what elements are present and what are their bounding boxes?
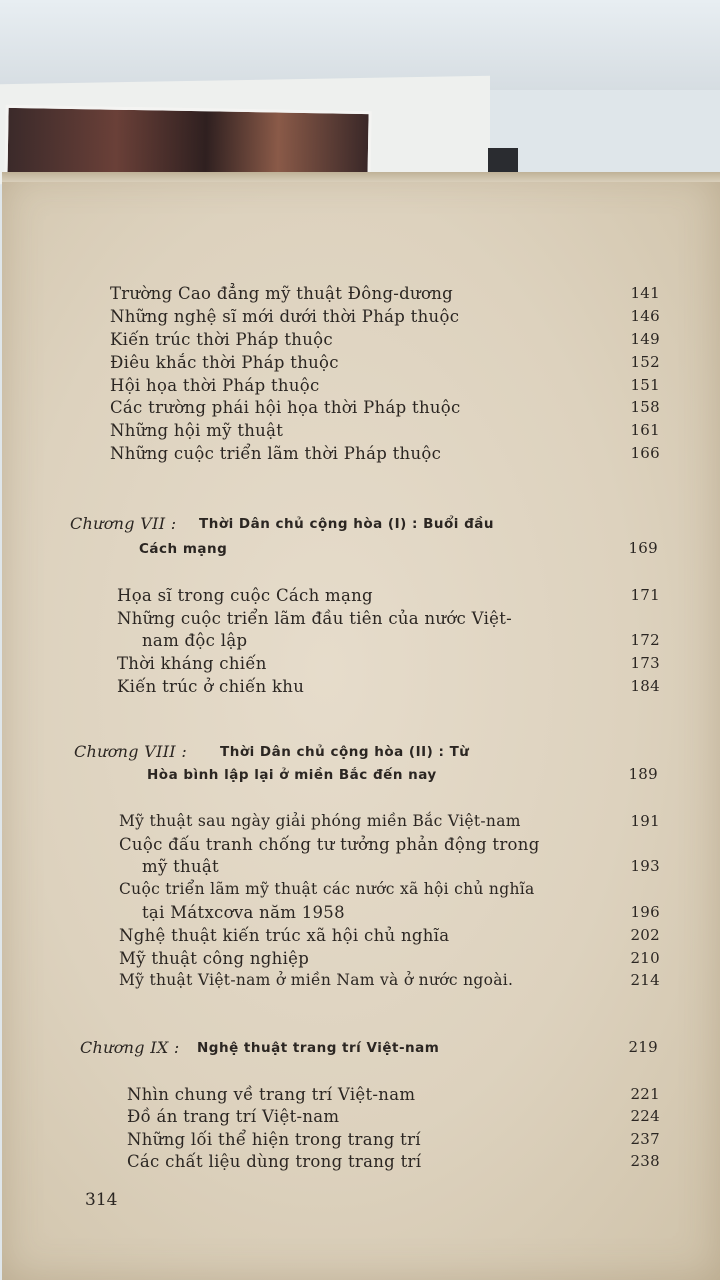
toc-entry-page: 166 [630,444,660,462]
toc-entry-page: 152 [630,353,660,371]
toc-entry-page: 238 [630,1152,660,1170]
toc-entry-title: Cuộc triển lãm mỹ thuật các nước xã hội chủ nghĩa [119,880,535,898]
toc-entry [2,609,720,633]
toc-entry-title: Điêu khắc thời Pháp thuộc [110,353,339,372]
book-page [2,172,720,1280]
chapter-title: Thời Dân chủ cộng hòa (I) : Buổi đầu [199,516,494,532]
toc-entry [2,835,720,859]
toc-entry [2,1085,720,1109]
background-wall [0,0,720,90]
chapter-title-cont: Hòa bình lập lại ở miền Bắc đến nay [147,767,437,783]
toc-entry-title: Mỹ thuật công nghiệp [119,949,310,968]
toc-entry-title: Những lối thể hiện trong trang trí [127,1130,421,1149]
toc-entry-title: Hội họa thời Pháp thuộc [110,376,320,395]
toc-entry-page: 173 [630,654,660,672]
chapter-page: 169 [628,539,658,557]
toc-entry-cont [2,903,720,927]
toc-entry [2,1152,720,1176]
chapter-label: Chương IX : [80,1038,180,1057]
chapter-heading [2,514,720,538]
toc-entry-title: Thời kháng chiến [117,654,267,673]
toc-entry-page: 158 [630,398,660,416]
page-edge [2,172,720,182]
toc-entry-page: 193 [630,857,660,875]
toc-entry [2,353,720,377]
chapter-heading-cont [2,765,720,789]
toc-entry [2,926,720,950]
toc-entry [2,398,720,422]
chapter-label: Chương VII : [70,514,177,533]
toc-entry-title: Những nghệ sĩ mới dưới thời Pháp thuộc [110,307,460,326]
toc-entry-page: 210 [630,949,660,967]
toc-entry [2,330,720,354]
toc-entry-title: Các chất liệu dùng trong trang trí [127,1152,422,1171]
chapter-title: Thời Dân chủ cộng hòa (II) : Từ [220,744,470,760]
toc-entry-title: Mỹ thuật Việt-nam ở miền Nam và ở nước ngoài. [119,971,514,989]
toc-entry-page: 221 [630,1085,660,1103]
page-number: 314 [85,1190,118,1210]
toc-entry [2,586,720,610]
toc-entry-page: 161 [630,421,660,439]
toc-entry-title: Mỹ thuật sau ngày giải phóng miền Bắc Việt-nam [119,812,521,830]
toc-entry [2,949,720,973]
toc-entry [2,376,720,400]
toc-entry-title: Những cuộc triển lãm thời Pháp thuộc [110,444,442,463]
chapter-page: 189 [628,765,658,783]
toc-entry [2,1130,720,1154]
chapter-title: Nghệ thuật trang trí Việt-nam [197,1040,440,1056]
toc-entry-page: 184 [630,677,660,695]
toc-entry-page: 214 [630,971,660,989]
chapter-heading-cont [2,539,720,563]
toc-entry [2,677,720,701]
toc-entry-page: 171 [630,586,660,604]
toc-entry-page: 141 [630,284,660,302]
toc-entry-title: Kiến trúc ở chiến khu [117,677,305,696]
toc-entry [2,812,720,836]
toc-entry-title-cont: mỹ thuật [142,857,219,876]
toc-entry [2,421,720,445]
toc-entry [2,284,720,308]
toc-entry-page: 196 [630,903,660,921]
toc-entry-title: Đồ án trang trí Việt-nam [127,1107,340,1126]
toc-entry-page: 224 [630,1107,660,1125]
toc-entry [2,1107,720,1131]
toc-entry-cont [2,857,720,881]
toc-entry [2,880,720,904]
toc-entry-title-cont: nam độc lập [142,631,248,650]
toc-entry-page: 237 [630,1130,660,1148]
toc-entry-title: Nghệ thuật kiến trúc xã hội chủ nghĩa [119,926,450,945]
chapter-page: 219 [628,1038,658,1056]
toc-entry-page: 191 [630,812,660,830]
toc-entry-title: Cuộc đấu tranh chống tư tưởng phản động trong [119,835,540,854]
toc-entry-page: 146 [630,307,660,325]
toc-entry [2,444,720,468]
toc-entry-title: Những cuộc triển lãm đầu tiên của nước Việt- [117,609,513,628]
toc-entry-title: Họa sĩ trong cuộc Cách mạng [117,586,373,605]
toc-entry-title-cont: tại Mátxcơva năm 1958 [142,903,345,922]
toc-entry-title: Kiến trúc thời Pháp thuộc [110,330,333,349]
toc-entry-title: Các trường phái hội họa thời Pháp thuộc [110,398,461,417]
chapter-heading [2,1038,720,1062]
toc-entry-page: 151 [630,376,660,394]
chapter-heading [2,742,720,766]
toc-entry-title: Những hội mỹ thuật [110,421,284,440]
toc-entry-page: 202 [630,926,660,944]
toc-entry-page: 172 [630,631,660,649]
chapter-title-cont: Cách mạng [139,541,228,557]
toc-entry-title: Trường Cao đẳng mỹ thuật Đông-dương [110,284,453,303]
toc-entry [2,654,720,678]
toc-entry [2,307,720,331]
toc-entry-cont [2,631,720,655]
toc-entry-page: 149 [630,330,660,348]
toc-entry-title: Nhìn chung về trang trí Việt-nam [127,1085,416,1104]
toc-entry [2,971,720,995]
chapter-label: Chương VIII : [74,742,188,761]
